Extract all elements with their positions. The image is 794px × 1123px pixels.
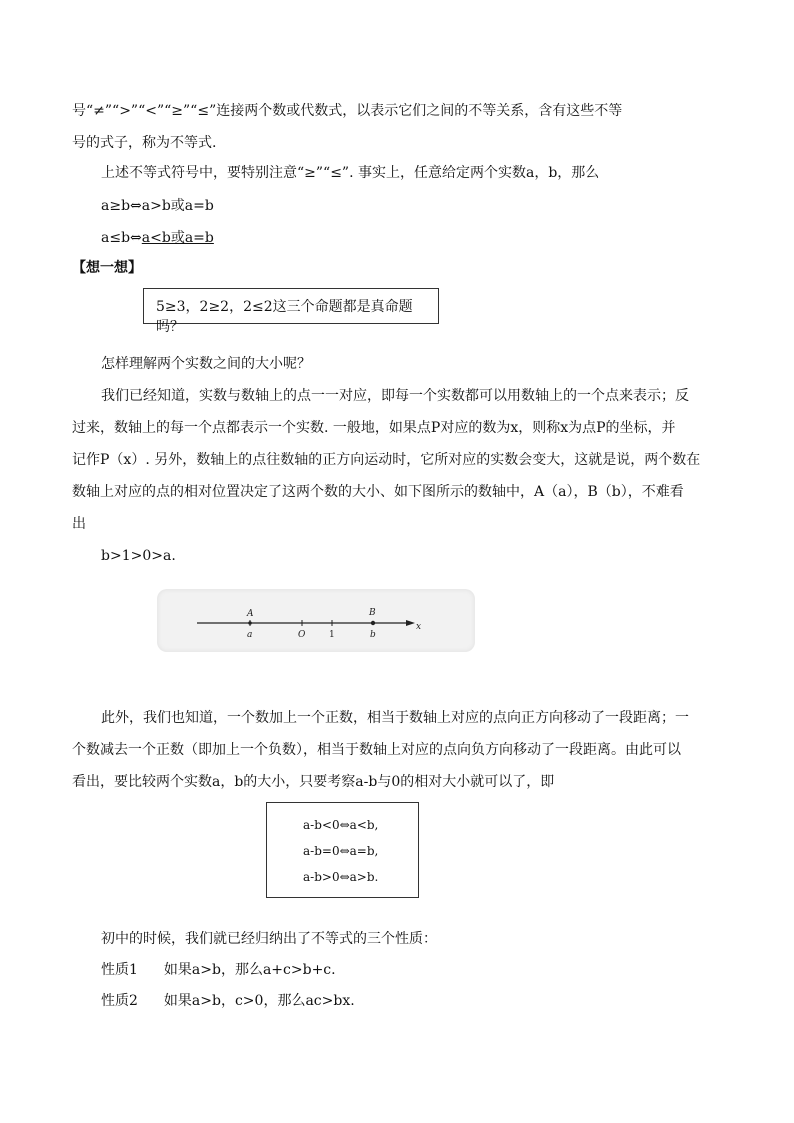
point-a-value: a xyxy=(247,630,253,640)
axis-arrow-icon xyxy=(406,620,415,626)
point-b-value: b xyxy=(370,630,376,640)
text-line-10: 数轴上对应的点的相对位置决定了这两个数的大小、如下图所示的数轴中，A（a），B（b），不难看 xyxy=(72,484,684,500)
text-line-1: 号“≠”“>”“<”“≥”“≤”连接两个数或代数式，以表示它们之间的不等关系，含有这些不等 xyxy=(72,103,623,119)
text-line-2: 号的式子，称为不等式. xyxy=(72,135,217,151)
think-box xyxy=(143,288,439,335)
one-label: 1 xyxy=(329,630,335,640)
equivalence-lt: a-b<0⇔a<b, xyxy=(303,818,379,832)
equivalence-eq: a-b=0⇔a=b, xyxy=(303,844,379,858)
text-line-13: 此外，我们也知道，一个数加上一个正数，相当于数轴上对应的点向正方向移动了一段距离；一 xyxy=(101,710,689,726)
text-line-3: 上述不等式符号中，要特别注意“≥”“≤”. 事实上，任意给定两个实数a，b，那么 xyxy=(101,165,600,181)
text-line-12: b>1>0>a. xyxy=(101,548,176,564)
text-line-5-underlined: a<b或a=b xyxy=(141,230,214,246)
heading-think: 【想一想】 xyxy=(72,260,142,276)
text-line-5-prefix: a≤b⇔ xyxy=(101,230,142,246)
origin-label: O xyxy=(298,630,306,640)
property-2-text: 如果a>b，c>0，那么ac>bx. xyxy=(163,993,355,1009)
point-a-label: A xyxy=(247,609,254,619)
equivalence-gt: a-b>0⇔a>b. xyxy=(303,870,379,884)
text-line-9: 记作P（x）. 另外，数轴上的点往数轴的正方向运动时，它所对应的实数会变大，这就是说，两个数在 xyxy=(72,452,701,468)
property-1-text: 如果a>b，那么a+c>b+c. xyxy=(163,962,336,978)
text-line-14: 个数减去一个正数（即加上一个负数），相当于数轴上对应的点向负方向移动了一段距离。由此可以 xyxy=(72,742,681,758)
point-a-dot xyxy=(248,621,252,625)
property-1 xyxy=(101,960,336,980)
number-line-figure xyxy=(157,589,475,652)
text-line-6: 怎样理解两个实数之间的大小呢？ xyxy=(101,356,311,372)
text-line-16: 初中的时候，我们就已经归纳出了不等式的三个性质： xyxy=(101,931,437,947)
point-b-dot xyxy=(371,621,375,625)
property-1-label: 性质1 xyxy=(101,962,138,978)
text-line-7: 我们已经知道，实数与数轴上的点一一对应，即每一个实数都可以用数轴上的一个点来表示；反 xyxy=(101,388,689,404)
equivalence-box xyxy=(266,802,419,898)
text-line-4: a≥b⇔a>b或a=b xyxy=(101,198,214,214)
point-b-label: B xyxy=(369,608,376,618)
text-line-11: 出 xyxy=(72,516,86,532)
axis-x-label: x xyxy=(416,622,422,632)
text-line-15: 看出，要比较两个实数a，b的大小，只要考察a-b与0的相对大小就可以了，即 xyxy=(72,774,555,790)
property-2 xyxy=(101,991,355,1011)
think-box-text: 5≥3，2≥2，2≤2这三个命题都是真命题吗？ xyxy=(156,299,413,335)
text-line-5 xyxy=(101,228,214,248)
property-2-label: 性质2 xyxy=(101,993,138,1009)
text-line-8: 过来，数轴上的每一个点都表示一个实数. 一般地，如果点P对应的数为x，则称x为点P的坐标，并 xyxy=(72,420,676,436)
